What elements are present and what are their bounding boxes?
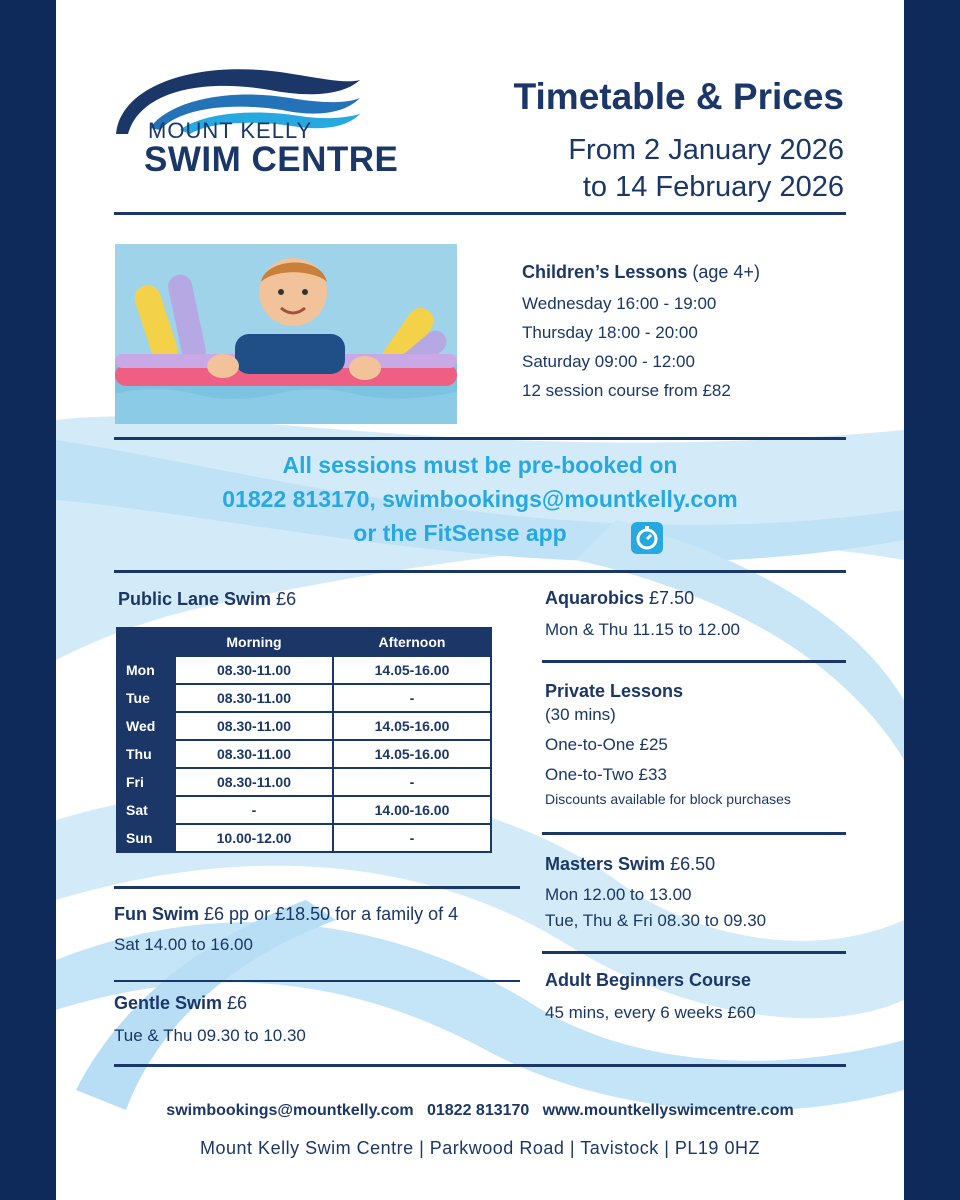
private-lessons-one-to-two: One-to-Two £33 (545, 765, 667, 784)
adult-beginners-title: Adult Beginners Course (545, 970, 752, 990)
childrens-lessons-title: Children’s Lessons (522, 262, 688, 282)
childrens-lesson-line: Thursday 18:00 - 20:00 (522, 323, 698, 342)
footer-contacts (56, 1102, 904, 1120)
childrens-lesson-price: 12 session course from £82 (522, 381, 731, 400)
table-row (117, 712, 491, 740)
cell-afternoon: 14.05-16.00 (333, 656, 491, 684)
row-day: Tue (117, 684, 175, 712)
footer-phone[interactable]: 01822 813170 (426, 1102, 530, 1119)
cell-morning: 08.30-11.00 (175, 768, 333, 796)
logo-text-swim-centre: SWIM CENTRE (144, 140, 399, 179)
divider (542, 660, 846, 663)
cell-afternoon: 14.05-16.00 (333, 712, 491, 740)
cell-afternoon: 14.05-16.00 (333, 740, 491, 768)
divider (542, 951, 846, 954)
cell-morning: 08.30-11.00 (175, 712, 333, 740)
table-header-row (117, 628, 491, 656)
cell-afternoon: 14.00-16.00 (333, 796, 491, 824)
fitsense-app-icon (631, 522, 663, 554)
column-header-afternoon: Afternoon (333, 628, 491, 656)
cell-morning: - (175, 796, 333, 824)
table-row (117, 824, 491, 852)
table-row (117, 684, 491, 712)
row-day: Thu (117, 740, 175, 768)
date-from: From 2 January 2026 (568, 134, 844, 166)
divider (114, 1064, 846, 1067)
booking-notice (56, 448, 904, 550)
table-row (117, 796, 491, 824)
childrens-lessons-section (522, 262, 760, 405)
cell-morning: 08.30-11.00 (175, 740, 333, 768)
table-corner (117, 628, 175, 656)
column-header-morning: Morning (175, 628, 333, 656)
fun-swim-time: Sat 14.00 to 16.00 (114, 935, 253, 954)
footer-email[interactable]: swimbookings@mountkelly.com (166, 1102, 414, 1119)
cell-morning: 10.00-12.00 (175, 824, 333, 852)
footer-website[interactable]: www.mountkellyswimcentre.com (542, 1102, 794, 1119)
masters-swim-title: Masters Swim (545, 854, 666, 874)
private-lessons-one-to-one: One-to-One £25 (545, 735, 668, 754)
gentle-swim-heading (114, 993, 306, 1014)
public-lane-title: Public Lane Swim (118, 589, 272, 609)
divider (114, 437, 846, 440)
divider (114, 212, 846, 215)
row-day: Wed (117, 712, 175, 740)
private-lessons-title: Private Lessons (545, 681, 684, 701)
gentle-swim-time: Tue & Thu 09.30 to 10.30 (114, 1026, 306, 1045)
masters-swim-heading (545, 854, 766, 875)
cell-afternoon: - (333, 768, 491, 796)
cell-morning: 08.30-11.00 (175, 684, 333, 712)
divider (114, 980, 520, 982)
divider (114, 570, 846, 573)
date-range (568, 132, 844, 206)
row-day: Mon (117, 656, 175, 684)
cell-afternoon: - (333, 824, 491, 852)
private-lessons-duration: (30 mins) (545, 705, 616, 724)
date-to: to 14 February 2026 (582, 171, 844, 203)
booking-line-1: All sessions must be pre-booked on (282, 452, 678, 478)
poster (56, 0, 904, 1200)
childrens-lessons-age: (age 4+) (692, 262, 760, 282)
logo-text-mount-kelly: MOUNT KELLY (148, 118, 313, 143)
child-swimming-photo (115, 244, 457, 424)
public-lane-heading (118, 589, 296, 610)
adult-beginners-section (545, 970, 756, 1023)
public-lane-price: £6 (276, 589, 297, 609)
private-lessons-section (545, 681, 791, 807)
footer-address: Mount Kelly Swim Centre | Parkwood Road | Tavistock | PL19 0HZ (200, 1138, 760, 1158)
childrens-lesson-line: Wednesday 16:00 - 19:00 (522, 294, 717, 313)
masters-swim-section (545, 854, 766, 931)
divider (114, 886, 520, 889)
fun-swim-section (114, 904, 458, 955)
aquarobics-time: Mon & Thu 11.15 to 12.00 (545, 620, 741, 639)
row-day: Sun (117, 824, 175, 852)
fun-swim-price: £6 pp or £18.50 for a family of 4 (204, 904, 459, 924)
masters-swim-time-1: Mon 12.00 to 13.00 (545, 885, 692, 904)
public-lane-timetable (116, 627, 492, 853)
table-row (117, 656, 491, 684)
aquarobics-title: Aquarobics (545, 588, 645, 608)
booking-line-2: 01822 813170, swimbookings@mountkelly.com (222, 486, 738, 512)
aquarobics-section (545, 588, 740, 640)
childrens-lesson-line: Saturday 09:00 - 12:00 (522, 352, 695, 371)
table-row (117, 740, 491, 768)
adult-beginners-detail: 45 mins, every 6 weeks £60 (545, 1003, 756, 1022)
aquarobics-price: £7.50 (649, 588, 695, 608)
gentle-swim-price: £6 (227, 993, 248, 1013)
gentle-swim-title: Gentle Swim (114, 993, 223, 1013)
masters-swim-time-2: Tue, Thu & Fri 08.30 to 09.30 (545, 911, 767, 930)
fun-swim-title: Fun Swim (114, 904, 199, 924)
booking-line-3: or the FitSense app (353, 520, 567, 546)
table-row (117, 768, 491, 796)
cell-afternoon: - (333, 684, 491, 712)
cell-morning: 08.30-11.00 (175, 656, 333, 684)
fun-swim-heading (114, 904, 458, 925)
aquarobics-heading (545, 588, 740, 609)
masters-swim-price: £6.50 (670, 854, 716, 874)
childrens-lessons-heading (522, 262, 760, 283)
private-lessons-note: Discounts available for block purchases (545, 791, 791, 807)
row-day: Sat (117, 796, 175, 824)
row-day: Fri (117, 768, 175, 796)
divider (542, 832, 846, 835)
gentle-swim-section (114, 993, 306, 1046)
page-title: Timetable & Prices (513, 76, 844, 117)
